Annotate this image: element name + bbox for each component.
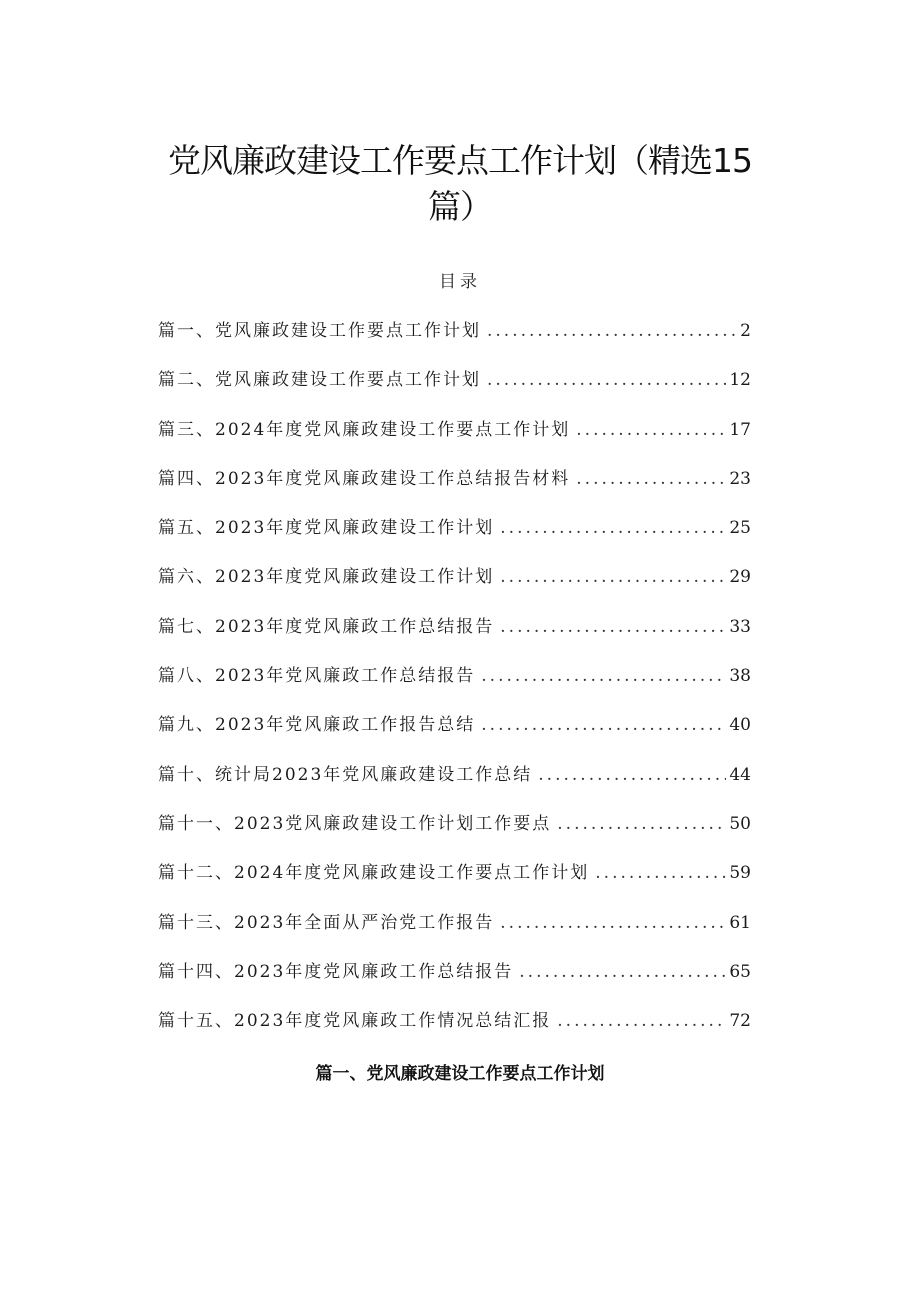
toc-entry-page-number: 72 — [729, 1011, 751, 1032]
toc-entry[interactable] — [158, 368, 751, 417]
toc-dot-leader — [500, 911, 726, 935]
toc-dot-leader — [576, 418, 726, 442]
toc-entry-page-number: 17 — [729, 419, 751, 440]
toc-entry[interactable] — [158, 615, 751, 664]
toc-dot-leader — [557, 1009, 726, 1033]
toc-dot-leader — [500, 516, 726, 540]
toc-entry[interactable] — [158, 565, 751, 614]
toc-entry-page-number: 29 — [729, 567, 751, 588]
table-of-contents — [158, 319, 751, 1058]
toc-entry-label: 篇一、党风廉政建设工作要点工作计划 — [158, 321, 481, 341]
toc-entry-page-number: 23 — [729, 468, 751, 489]
toc-entry[interactable] — [158, 812, 751, 861]
toc-dot-leader — [500, 565, 726, 589]
toc-entry-label: 篇三、2024年度党风廉政建设工作要点工作计划 — [158, 419, 571, 440]
document-title: 党风廉政建设工作要点工作计划（精选15篇） — [168, 141, 752, 226]
toc-entry[interactable] — [158, 418, 751, 467]
toc-entry-page-number: 59 — [729, 863, 751, 884]
section-heading: 篇一、党风廉政建设工作要点工作计划 — [315, 1064, 605, 1084]
toc-entry[interactable] — [158, 516, 751, 565]
toc-entry-page-number: 40 — [729, 715, 751, 736]
toc-entry-page-number: 44 — [729, 764, 751, 785]
toc-dot-leader — [557, 812, 726, 836]
toc-entry-label: 篇二、党风廉政建设工作要点工作计划 — [158, 370, 481, 391]
toc-entry-label: 篇七、2023年度党风廉政工作总结报告 — [158, 616, 495, 637]
toc-dot-leader — [576, 467, 726, 491]
toc-heading: 目录 — [439, 272, 481, 292]
toc-dot-leader — [487, 368, 726, 392]
toc-entry-page-number: 50 — [729, 813, 751, 834]
toc-entry-label: 篇十三、2023年全面从严治党工作报告 — [158, 912, 495, 933]
toc-entry-label: 篇十二、2024年度党风廉政建设工作要点工作计划 — [158, 863, 590, 884]
toc-entry-label: 篇十五、2023年度党风廉政工作情况总结汇报 — [158, 1011, 552, 1032]
toc-entry-page-number: 12 — [729, 370, 751, 391]
toc-entry[interactable] — [158, 911, 751, 960]
toc-entry-page-number: 25 — [729, 518, 751, 539]
toc-dot-leader — [481, 713, 726, 737]
toc-entry[interactable] — [158, 713, 751, 762]
toc-entry-label: 篇六、2023年度党风廉政建设工作计划 — [158, 567, 495, 588]
toc-entry-label: 篇十四、2023年度党风廉政工作总结报告 — [158, 961, 514, 982]
toc-entry[interactable] — [158, 319, 751, 368]
toc-dot-leader — [519, 960, 726, 984]
toc-entry[interactable] — [158, 861, 751, 910]
toc-dot-leader — [538, 763, 726, 787]
toc-entry[interactable] — [158, 1009, 751, 1058]
toc-entry-label: 篇八、2023年党风廉政工作总结报告 — [158, 666, 476, 687]
toc-dot-leader — [481, 664, 726, 688]
toc-entry-page-number: 65 — [729, 961, 751, 982]
toc-entry-label: 篇五、2023年度党风廉政建设工作计划 — [158, 518, 495, 539]
toc-entry[interactable] — [158, 960, 751, 1009]
toc-entry-page-number: 2 — [740, 321, 751, 341]
toc-entry-label: 篇四、2023年度党风廉政建设工作总结报告材料 — [158, 468, 571, 489]
toc-entry-label: 篇十一、2023党风廉政建设工作计划工作要点 — [158, 813, 552, 834]
toc-dot-leader — [500, 615, 726, 639]
toc-entry[interactable] — [158, 467, 751, 516]
toc-entry[interactable] — [158, 664, 751, 713]
toc-entry-page-number: 61 — [729, 912, 751, 933]
toc-entry[interactable] — [158, 763, 751, 812]
toc-entry-label: 篇十、统计局2023年党风廉政建设工作总结 — [158, 764, 533, 785]
toc-dot-leader — [595, 861, 726, 885]
toc-entry-page-number: 33 — [729, 616, 751, 637]
toc-dot-leader — [487, 319, 737, 343]
toc-entry-page-number: 38 — [729, 666, 751, 687]
toc-entry-label: 篇九、2023年党风廉政工作报告总结 — [158, 715, 476, 736]
